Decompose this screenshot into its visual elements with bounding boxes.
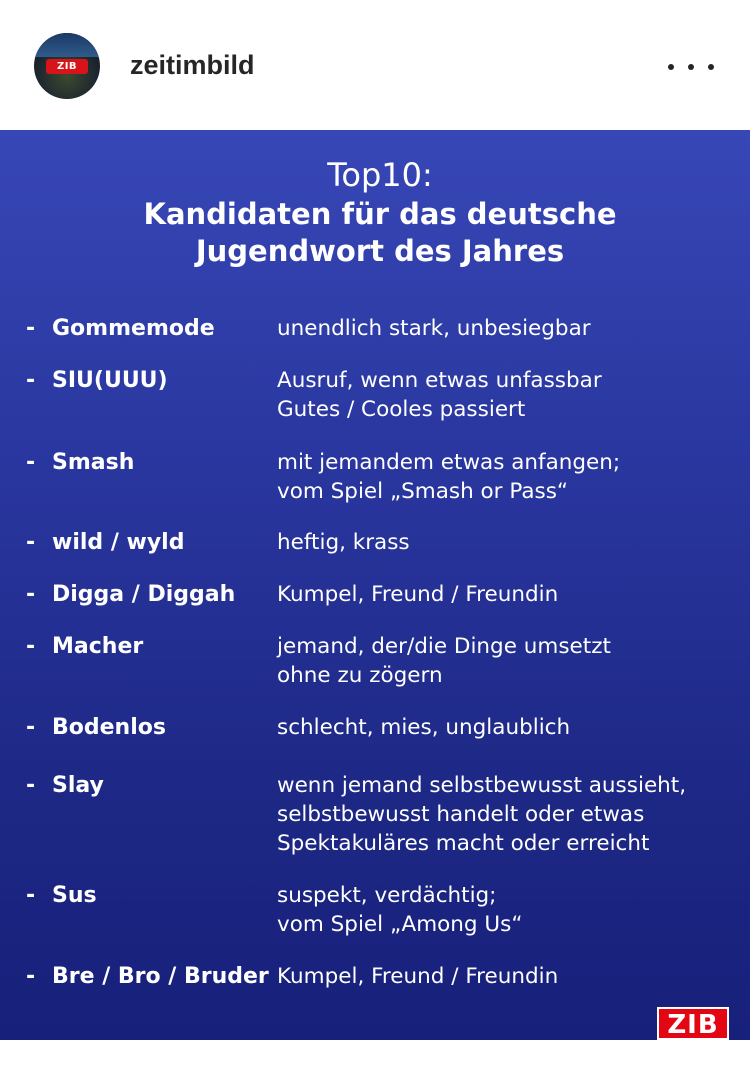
list-dash: - — [26, 773, 36, 798]
list-dash: - — [26, 582, 36, 607]
list-item-term: Macher — [52, 634, 144, 659]
definition-line: vom Spiel „Smash or Pass“ — [277, 479, 569, 504]
list-item-definition — [277, 528, 737, 557]
definition-line: Spektakuläres macht oder erreicht — [277, 831, 650, 856]
account-avatar[interactable] — [34, 33, 100, 99]
definition-line: Kumpel, Freund / Freundin — [277, 964, 559, 989]
list-item-definition — [277, 366, 737, 424]
post-image — [0, 130, 750, 1040]
list-item-definition — [277, 881, 737, 939]
list-dash: - — [26, 450, 36, 475]
post-title-line1: Top10: — [327, 156, 433, 194]
avatar-zib-logo: ZIB — [46, 59, 88, 74]
list-dash: - — [26, 883, 36, 908]
definition-line: suspekt, verdächtig; — [277, 883, 497, 908]
list-item-definition — [277, 314, 737, 343]
list-item-term: Bre / Bro / Bruder — [52, 964, 269, 989]
more-options-icon[interactable] — [668, 58, 714, 76]
list-dash: - — [26, 316, 36, 341]
list-dash: - — [26, 530, 36, 555]
list-item-definition — [277, 962, 737, 991]
definition-line: unendlich stark, unbesiegbar — [277, 316, 591, 341]
definition-line: Kumpel, Freund / Freundin — [277, 582, 559, 607]
list-dash: - — [26, 634, 36, 659]
list-item-term: Slay — [52, 773, 104, 798]
list-item-term: wild / wyld — [52, 530, 185, 555]
definition-line: heftig, krass — [277, 530, 410, 555]
definition-line: schlecht, mies, unglaublich — [277, 715, 571, 740]
more-dot — [668, 64, 674, 70]
definition-line: Ausruf, wenn etwas unfassbar — [277, 368, 602, 393]
avatar-background — [34, 33, 100, 57]
list-item-definition — [277, 771, 737, 858]
definition-line: vom Spiel „Among Us“ — [277, 912, 523, 937]
list-dash: - — [26, 368, 36, 393]
account-username[interactable]: zeitimbild — [130, 50, 255, 80]
definition-line: wenn jemand selbstbewusst aussieht, — [277, 773, 687, 798]
definition-line: mit jemandem etwas anfangen; — [277, 450, 621, 475]
definition-line: selbstbewusst handelt oder etwas — [277, 802, 645, 827]
list-item-definition — [277, 632, 737, 690]
list-item-definition — [277, 448, 737, 506]
list-item-term: Gommemode — [52, 316, 215, 341]
post-header — [0, 0, 750, 130]
zib-logo: ZIB — [657, 1007, 729, 1040]
post-title-line3: Jugendwort des Jahres — [195, 234, 565, 268]
list-dash: - — [26, 715, 36, 740]
list-dash: - — [26, 964, 36, 989]
more-dot — [688, 64, 694, 70]
definition-line: jemand, der/die Dinge umsetzt — [277, 634, 611, 659]
more-dot — [708, 64, 714, 70]
list-item-term: Bodenlos — [52, 715, 166, 740]
list-item-term: Sus — [52, 883, 97, 908]
list-item-definition — [277, 580, 737, 609]
list-item-term: Digga / Diggah — [52, 582, 236, 607]
definition-line: ohne zu zögern — [277, 663, 443, 688]
list-item-term: SIU(UUU) — [52, 368, 168, 393]
post-title-line2: Kandidaten für das deutsche — [143, 197, 617, 231]
definition-line: Gutes / Cooles passiert — [277, 397, 526, 422]
post-footer — [0, 1040, 750, 1075]
list-item-definition — [277, 713, 737, 742]
list-item-term: Smash — [52, 450, 135, 475]
